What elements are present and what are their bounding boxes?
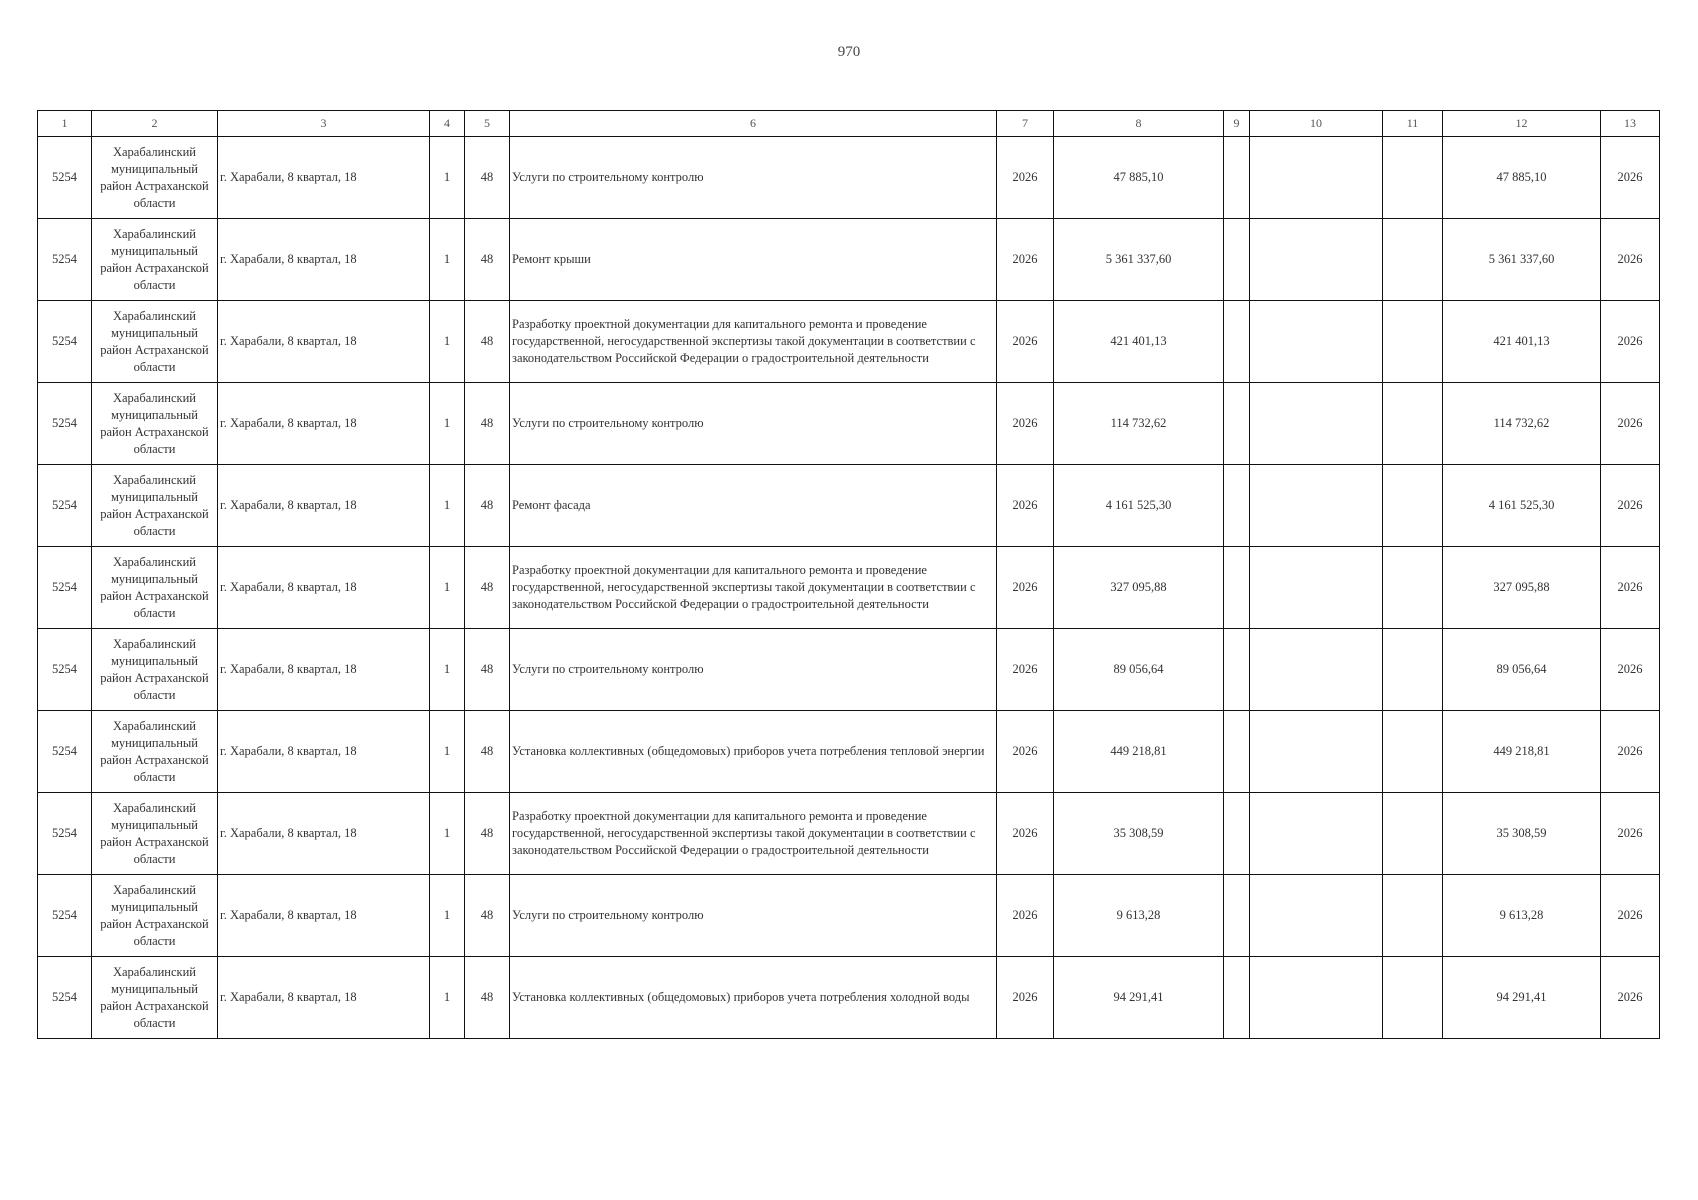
table-row — [38, 875, 1660, 957]
cell-col5: 48 — [465, 793, 510, 875]
cell-code: 5254 — [38, 465, 92, 547]
cell-col4: 1 — [430, 383, 465, 465]
cell-year: 2026 — [997, 383, 1054, 465]
cell-cost-fund: 47 885,10 — [1443, 137, 1601, 219]
cell-year: 2026 — [997, 793, 1054, 875]
cell-cost-total: 5 361 337,60 — [1054, 219, 1224, 301]
cell-work-type: Ремонт фасада — [510, 465, 997, 547]
cell-address: г. Харабали, 8 квартал, 18 — [218, 465, 430, 547]
cell-year: 2026 — [997, 465, 1054, 547]
table-body — [38, 137, 1660, 1039]
cell-work-type: Установка коллективных (общедомовых) приборов учета потребления тепловой энергии — [510, 711, 997, 793]
cell-col5: 48 — [465, 465, 510, 547]
column-header: 9 — [1224, 111, 1250, 137]
cell-col5: 48 — [465, 957, 510, 1039]
cell-cost-total: 89 056,64 — [1054, 629, 1224, 711]
cell-col4: 1 — [430, 711, 465, 793]
cell-cost-fund: 89 056,64 — [1443, 629, 1601, 711]
cell-municipality: Харабалинский муниципальный район Астраханской области — [92, 875, 218, 957]
cell-cost-fund: 5 361 337,60 — [1443, 219, 1601, 301]
cell-work-type: Услуги по строительному контролю — [510, 137, 997, 219]
cell-cost-total: 35 308,59 — [1054, 793, 1224, 875]
cell-cost-total: 47 885,10 — [1054, 137, 1224, 219]
cell-col11 — [1383, 301, 1443, 383]
cell-col11 — [1383, 875, 1443, 957]
column-header: 11 — [1383, 111, 1443, 137]
cell-end-year: 2026 — [1601, 465, 1660, 547]
table-row — [38, 547, 1660, 629]
cell-col10 — [1250, 137, 1383, 219]
cell-col9 — [1224, 629, 1250, 711]
cell-address: г. Харабали, 8 квартал, 18 — [218, 875, 430, 957]
cell-cost-total: 327 095,88 — [1054, 547, 1224, 629]
cell-code: 5254 — [38, 711, 92, 793]
cell-end-year: 2026 — [1601, 957, 1660, 1039]
cell-code: 5254 — [38, 875, 92, 957]
cell-col10 — [1250, 711, 1383, 793]
cell-cost-total: 449 218,81 — [1054, 711, 1224, 793]
cell-year: 2026 — [997, 137, 1054, 219]
cell-col9 — [1224, 301, 1250, 383]
cell-col10 — [1250, 629, 1383, 711]
cell-col4: 1 — [430, 547, 465, 629]
cell-col4: 1 — [430, 957, 465, 1039]
cell-address: г. Харабали, 8 квартал, 18 — [218, 547, 430, 629]
cell-cost-fund: 421 401,13 — [1443, 301, 1601, 383]
cell-col10 — [1250, 547, 1383, 629]
cell-col10 — [1250, 301, 1383, 383]
cell-col10 — [1250, 957, 1383, 1039]
column-header: 2 — [92, 111, 218, 137]
cell-work-type: Ремонт крыши — [510, 219, 997, 301]
cell-end-year: 2026 — [1601, 301, 1660, 383]
cell-col4: 1 — [430, 465, 465, 547]
cell-work-type: Услуги по строительному контролю — [510, 875, 997, 957]
cell-col5: 48 — [465, 875, 510, 957]
cell-cost-total: 421 401,13 — [1054, 301, 1224, 383]
cell-year: 2026 — [997, 957, 1054, 1039]
cell-municipality: Харабалинский муниципальный район Астраханской области — [92, 383, 218, 465]
cell-cost-fund: 449 218,81 — [1443, 711, 1601, 793]
cell-col11 — [1383, 711, 1443, 793]
cell-work-type: Установка коллективных (общедомовых) приборов учета потребления холодной воды — [510, 957, 997, 1039]
table-row — [38, 629, 1660, 711]
column-header: 5 — [465, 111, 510, 137]
cell-municipality: Харабалинский муниципальный район Астраханской области — [92, 219, 218, 301]
cell-address: г. Харабали, 8 квартал, 18 — [218, 957, 430, 1039]
cell-code: 5254 — [38, 793, 92, 875]
cell-municipality: Харабалинский муниципальный район Астраханской области — [92, 957, 218, 1039]
cell-col9 — [1224, 875, 1250, 957]
cell-cost-fund: 4 161 525,30 — [1443, 465, 1601, 547]
cell-cost-fund: 94 291,41 — [1443, 957, 1601, 1039]
cell-col5: 48 — [465, 383, 510, 465]
cell-municipality: Харабалинский муниципальный район Астраханской области — [92, 629, 218, 711]
cell-col11 — [1383, 383, 1443, 465]
table-row — [38, 465, 1660, 547]
cell-col4: 1 — [430, 793, 465, 875]
cell-code: 5254 — [38, 957, 92, 1039]
cell-col10 — [1250, 793, 1383, 875]
table-row — [38, 793, 1660, 875]
cell-code: 5254 — [38, 629, 92, 711]
cell-work-type: Услуги по строительному контролю — [510, 629, 997, 711]
cell-col4: 1 — [430, 629, 465, 711]
cell-end-year: 2026 — [1601, 137, 1660, 219]
cell-col10 — [1250, 383, 1383, 465]
cell-work-type: Услуги по строительному контролю — [510, 383, 997, 465]
cell-col5: 48 — [465, 711, 510, 793]
cell-year: 2026 — [997, 629, 1054, 711]
cell-work-type: Разработку проектной документации для капитального ремонта и проведение государственной, негосударственной экспертизы такой документации в соответствии с законодательством Российской Федерации о градостроительной деятельности — [510, 547, 997, 629]
cell-col11 — [1383, 629, 1443, 711]
cell-cost-fund: 35 308,59 — [1443, 793, 1601, 875]
cell-municipality: Харабалинский муниципальный район Астраханской области — [92, 301, 218, 383]
cell-col5: 48 — [465, 137, 510, 219]
cell-col10 — [1250, 219, 1383, 301]
cell-col4: 1 — [430, 219, 465, 301]
cell-col9 — [1224, 383, 1250, 465]
table-row — [38, 301, 1660, 383]
cell-col11 — [1383, 793, 1443, 875]
cell-cost-total: 94 291,41 — [1054, 957, 1224, 1039]
cell-end-year: 2026 — [1601, 547, 1660, 629]
cell-col11 — [1383, 219, 1443, 301]
cell-col9 — [1224, 465, 1250, 547]
cell-col9 — [1224, 547, 1250, 629]
cell-address: г. Харабали, 8 квартал, 18 — [218, 301, 430, 383]
cell-address: г. Харабали, 8 квартал, 18 — [218, 137, 430, 219]
cell-municipality: Харабалинский муниципальный район Астраханской области — [92, 547, 218, 629]
cell-code: 5254 — [38, 547, 92, 629]
column-header: 13 — [1601, 111, 1660, 137]
cell-cost-fund: 9 613,28 — [1443, 875, 1601, 957]
table-row — [38, 383, 1660, 465]
cell-col11 — [1383, 547, 1443, 629]
column-header: 10 — [1250, 111, 1383, 137]
cell-address: г. Харабали, 8 квартал, 18 — [218, 793, 430, 875]
cell-code: 5254 — [38, 219, 92, 301]
cell-col5: 48 — [465, 629, 510, 711]
cell-col11 — [1383, 957, 1443, 1039]
header-row — [38, 111, 1660, 137]
column-header: 12 — [1443, 111, 1601, 137]
cell-end-year: 2026 — [1601, 629, 1660, 711]
cell-col5: 48 — [465, 301, 510, 383]
cell-col5: 48 — [465, 547, 510, 629]
cell-address: г. Харабали, 8 квартал, 18 — [218, 219, 430, 301]
column-header: 6 — [510, 111, 997, 137]
cell-col9 — [1224, 711, 1250, 793]
cell-year: 2026 — [997, 875, 1054, 957]
table-row — [38, 711, 1660, 793]
cell-col4: 1 — [430, 137, 465, 219]
cell-cost-total: 114 732,62 — [1054, 383, 1224, 465]
cell-code: 5254 — [38, 137, 92, 219]
cell-end-year: 2026 — [1601, 219, 1660, 301]
column-header: 7 — [997, 111, 1054, 137]
cell-end-year: 2026 — [1601, 383, 1660, 465]
table-header — [38, 111, 1660, 137]
cell-municipality: Харабалинский муниципальный район Астраханской области — [92, 465, 218, 547]
cell-col9 — [1224, 137, 1250, 219]
cell-cost-fund: 327 095,88 — [1443, 547, 1601, 629]
table-row — [38, 219, 1660, 301]
cell-col10 — [1250, 465, 1383, 547]
cell-col11 — [1383, 137, 1443, 219]
cell-address: г. Харабали, 8 квартал, 18 — [218, 711, 430, 793]
cell-cost-fund: 114 732,62 — [1443, 383, 1601, 465]
table-row — [38, 957, 1660, 1039]
table-row — [38, 137, 1660, 219]
cell-end-year: 2026 — [1601, 875, 1660, 957]
cell-year: 2026 — [997, 711, 1054, 793]
column-header: 3 — [218, 111, 430, 137]
cell-col4: 1 — [430, 301, 465, 383]
column-header: 1 — [38, 111, 92, 137]
work-schedule-table — [37, 110, 1660, 1039]
cell-cost-total: 9 613,28 — [1054, 875, 1224, 957]
cell-year: 2026 — [997, 547, 1054, 629]
cell-end-year: 2026 — [1601, 793, 1660, 875]
cell-col10 — [1250, 875, 1383, 957]
cell-work-type: Разработку проектной документации для капитального ремонта и проведение государственной, негосударственной экспертизы такой документации в соответствии с законодательством Российской Федерации о градостроительной деятельности — [510, 793, 997, 875]
cell-code: 5254 — [38, 383, 92, 465]
cell-end-year: 2026 — [1601, 711, 1660, 793]
cell-address: г. Харабали, 8 квартал, 18 — [218, 383, 430, 465]
cell-work-type: Разработку проектной документации для капитального ремонта и проведение государственной, негосударственной экспертизы такой документации в соответствии с законодательством Российской Федерации о градостроительной деятельности — [510, 301, 997, 383]
cell-year: 2026 — [997, 301, 1054, 383]
cell-col11 — [1383, 465, 1443, 547]
cell-municipality: Харабалинский муниципальный район Астраханской области — [92, 711, 218, 793]
cell-address: г. Харабали, 8 квартал, 18 — [218, 629, 430, 711]
column-header: 4 — [430, 111, 465, 137]
column-header: 8 — [1054, 111, 1224, 137]
cell-code: 5254 — [38, 301, 92, 383]
cell-year: 2026 — [997, 219, 1054, 301]
cell-col9 — [1224, 957, 1250, 1039]
cell-col5: 48 — [465, 219, 510, 301]
page-number: 970 — [837, 44, 861, 60]
cell-cost-total: 4 161 525,30 — [1054, 465, 1224, 547]
cell-municipality: Харабалинский муниципальный район Астраханской области — [92, 793, 218, 875]
cell-municipality: Харабалинский муниципальный район Астраханской области — [92, 137, 218, 219]
cell-col9 — [1224, 793, 1250, 875]
cell-col9 — [1224, 219, 1250, 301]
cell-col4: 1 — [430, 875, 465, 957]
